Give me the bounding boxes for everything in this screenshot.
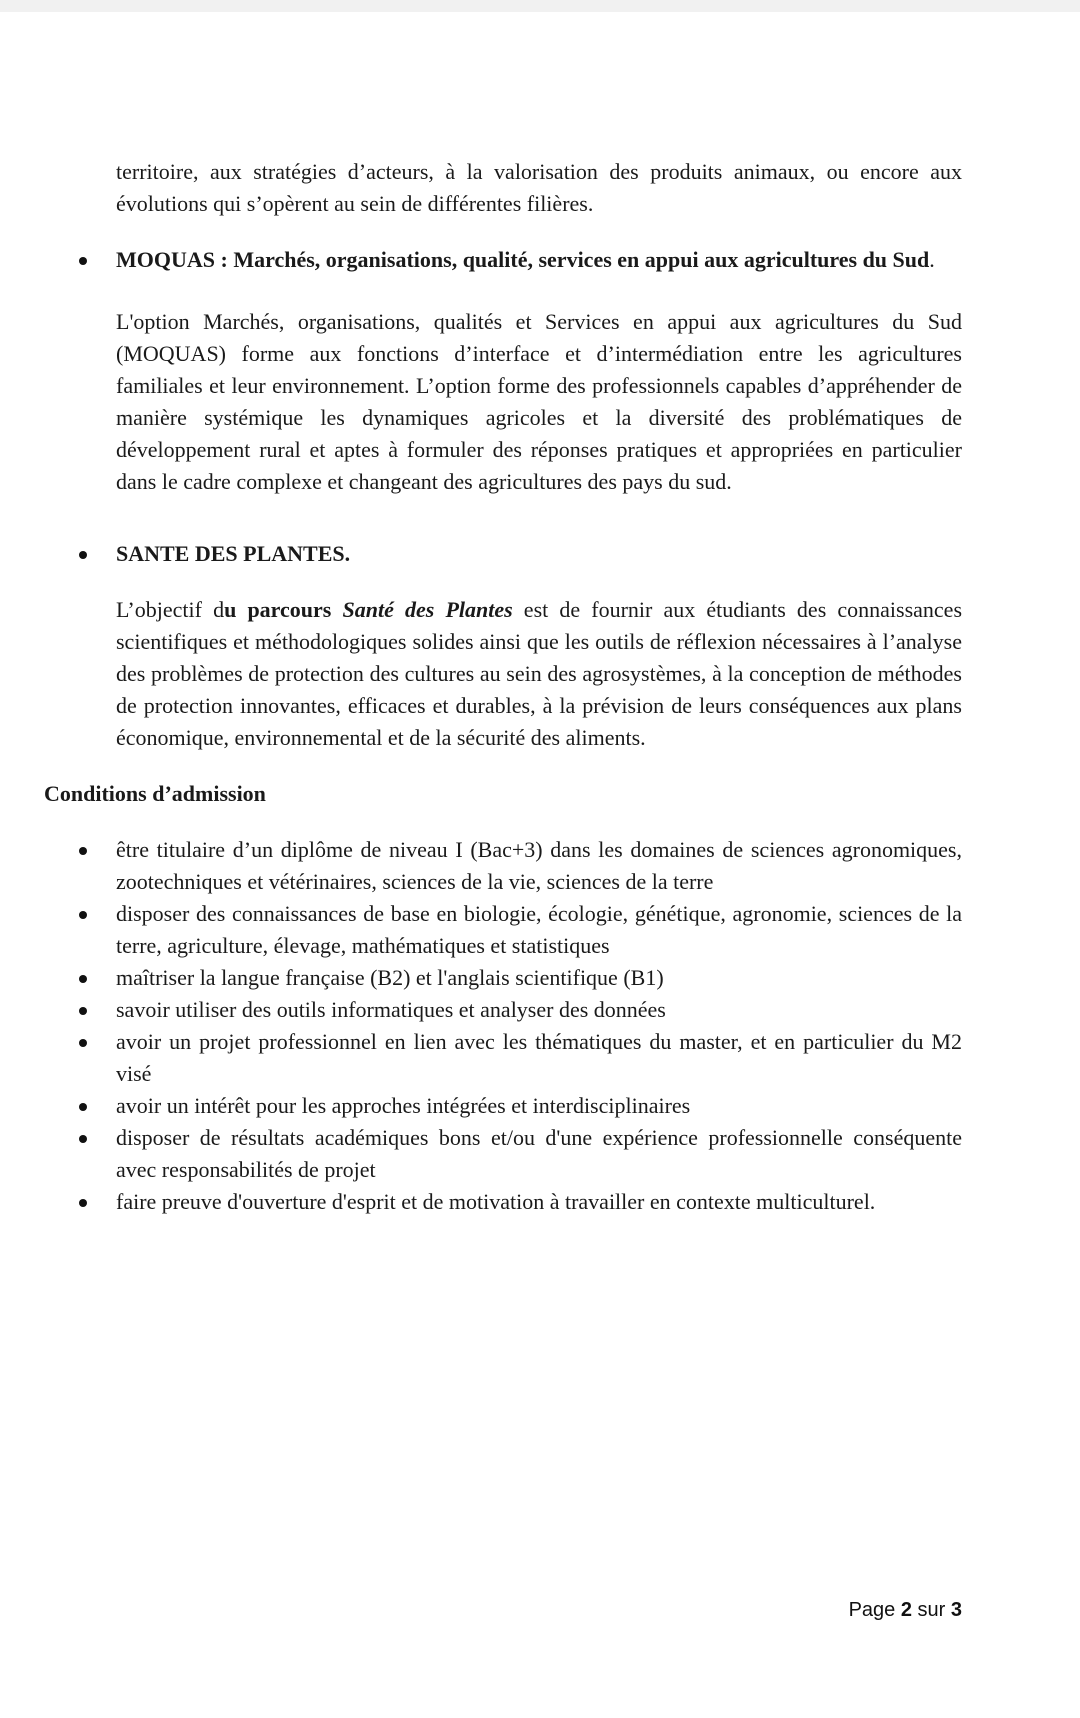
admission-item-text: disposer des connaissances de base en biologie, écologie, génétique, agronomie, sciences de la terre, agriculture, élevage, mathématiques et statistiques bbox=[116, 901, 962, 958]
moquas-paragraph: L'option Marchés, organisations, qualités et Services en appui aux agricultures du Sud (MOQUAS) forme aux fonctions d’interface et d’intermédiation entre les agricultures familiales et leur environnement. L’option forme des professionnels capables d’appréhender de manière systémique les dynamiques agricoles et la diversité des problématiques de développement rural et aptes à formuler des réponses pratiques et appropriées en particulier dans le cadre complexe et changeant des agricultures des pays du sud. bbox=[116, 309, 962, 494]
moquas-heading-item bbox=[44, 244, 962, 276]
admission-item-text: avoir un projet professionnel en lien avec les thématiques du master, et en particulier du M2 visé bbox=[116, 1029, 962, 1086]
admission-item-text: maîtriser la langue française (B2) et l'anglais scientifique (B1) bbox=[116, 965, 664, 990]
page-middle: sur bbox=[911, 1599, 951, 1621]
admission-item-text: disposer de résultats académiques bons et/ou d'une expérience professionnelle conséquente avec responsabilités de projet bbox=[116, 1125, 962, 1182]
document-page bbox=[0, 12, 1080, 1718]
sante-heading: SANTE DES PLANTES. bbox=[116, 541, 351, 566]
sante-body-italic: Santé des Plantes bbox=[342, 597, 513, 622]
sante-body-start: L’objectif d bbox=[116, 597, 225, 622]
admission-heading: Conditions d’admission bbox=[44, 781, 266, 806]
admission-item bbox=[44, 1090, 962, 1122]
bullet-icon bbox=[79, 975, 87, 983]
admission-list bbox=[44, 834, 962, 1218]
admission-item bbox=[44, 962, 962, 994]
bullet-icon bbox=[79, 257, 87, 265]
admission-item-text: faire preuve d'ouverture d'esprit et de motivation à travailler en contexte multiculturel. bbox=[116, 1189, 876, 1214]
bullet-icon bbox=[79, 847, 87, 855]
bullet-icon bbox=[79, 551, 87, 559]
sante-body-end: est de fournir aux étudiants des connaissances scientifiques et méthodologiques solides ainsi que les outils de réflexion nécessaires à l’analyse des problèmes de protection des cultures au sein des agrosystèmes, à la conception de méthodes de protection innovantes, efficaces et durables, à la prévision de leurs conséquences aux plans économique, environnemental et de la sécurité des aliments. bbox=[116, 597, 963, 750]
admission-item-text: être titulaire d’un diplôme de niveau I (Bac+3) dans les domaines de sciences agronomiques, zootechniques et vétérinaires, sciences de la vie, sciences de la terre bbox=[116, 837, 962, 894]
moquas-heading bbox=[116, 244, 962, 276]
bullet-icon bbox=[79, 1199, 87, 1207]
admission-item-text: avoir un intérêt pour les approches intégrées et interdisciplinaires bbox=[116, 1093, 691, 1118]
bullet-icon bbox=[79, 1007, 87, 1015]
moquas-heading-tail: . bbox=[929, 247, 935, 272]
sante-body-bold: u parcours bbox=[224, 597, 332, 622]
sante-paragraph bbox=[44, 594, 962, 754]
bullet-icon bbox=[79, 1103, 87, 1111]
admission-item bbox=[44, 834, 962, 898]
bullet-icon bbox=[79, 1039, 87, 1047]
admission-item bbox=[44, 1122, 962, 1186]
admission-item-text: savoir utiliser des outils informatiques et analyser des données bbox=[116, 997, 666, 1022]
admission-item bbox=[44, 1026, 962, 1090]
bullet-icon bbox=[79, 1135, 87, 1143]
admission-item bbox=[44, 898, 962, 962]
sante-heading-item bbox=[44, 538, 962, 570]
page-prefix: Page bbox=[848, 1599, 901, 1621]
bullet-icon bbox=[79, 911, 87, 919]
moquas-heading-bold: MOQUAS : Marchés, organisations, qualité, services en appui aux agricultures du Sud bbox=[116, 247, 930, 272]
page-total: 3 bbox=[950, 1599, 962, 1621]
page-content bbox=[44, 156, 962, 1218]
page-current: 2 bbox=[900, 1599, 912, 1621]
page-number-footer bbox=[849, 1599, 962, 1622]
admission-item bbox=[44, 1186, 962, 1218]
intro-paragraph: territoire, aux stratégies d’acteurs, à la valorisation des produits animaux, ou encore aux évolutions qui s’opèrent au sein de différentes filières. bbox=[116, 159, 962, 216]
admission-item bbox=[44, 994, 962, 1026]
